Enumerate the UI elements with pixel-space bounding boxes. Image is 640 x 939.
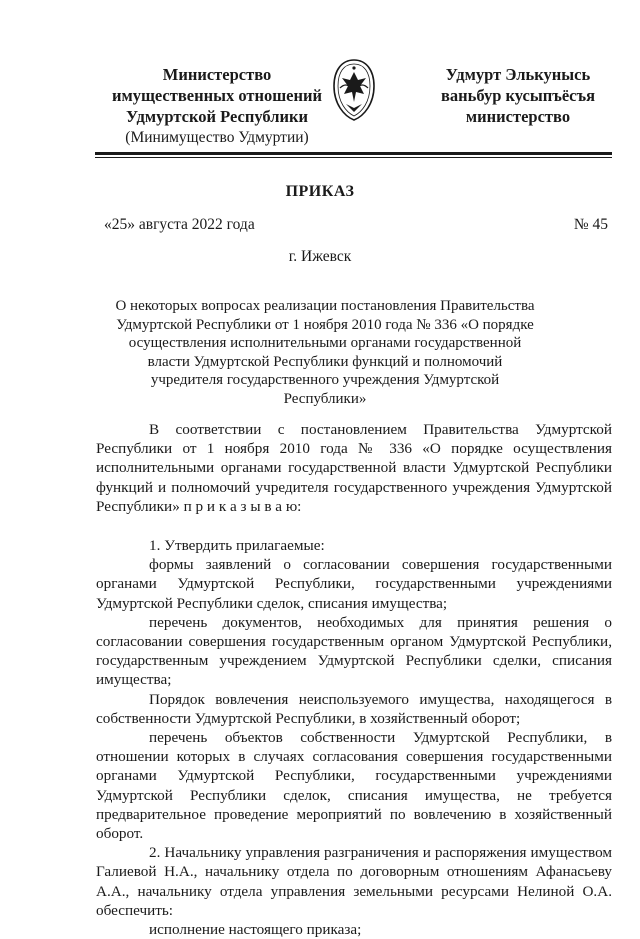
clause-paragraph: Порядок вовлечения неиспользуемого имущества, находящегося в собственности Удмуртской Республики, в хозяйственный оборот; [96, 690, 612, 727]
ministry-name-russian [92, 64, 342, 148]
ministry-line: имущественных отношений [111, 86, 323, 105]
ministry-line: Удмурт Элькунысь [445, 65, 591, 84]
document-title: ПРИКАЗ [285, 183, 355, 200]
ministry-line: ваньбур кусыпъёсъя [440, 86, 596, 105]
clause-paragraph: формы заявлений о согласовании совершения государственными органами Удмуртской Республики, государственными учреждениями Удмуртской Республики сделок, списания имущества; [96, 556, 612, 612]
coat-of-arms-emblem [330, 58, 378, 122]
preamble-paragraph: В соответствии с постановлением Правительства Удмуртской Республики от 1 ноября 2010 года № 336 «О порядке осуществления исполнительными органами государственной власти Удмуртской Республики функций и полномочий учредителя государственного учреждения Удмуртской Республики» п р и к а з ы в а ю: [96, 421, 612, 515]
ministry-name-udmurt [418, 64, 618, 127]
clause-paragraph: 1. Утвердить прилагаемые: [149, 537, 325, 555]
ministry-short-name: (Минимущество Удмуртии) [125, 129, 309, 146]
clause-paragraph: перечень объектов собственности Удмуртской Республики, в отношении которых в случаях согласования совершения государственными органами Удмуртской Республики, государственными учреждениями Удмуртской Республики сделок, списания имущества, не требуется предварительное проведение мероприятий по вовлечению в хозяйственный оборот. [96, 729, 612, 843]
order-date: «25» августа 2022 года [104, 216, 255, 233]
order-city: г. Ижевск [288, 248, 352, 265]
ministry-line: министерство [465, 107, 571, 126]
order-subject: О некоторых вопросах реализации постановления Правительства Удмуртской Республики от 1 ноября 2010 года № 336 «О порядке осуществления исполнительными органами государственной власти Удмуртской Республики функций и полномочий учредителя государственного учреждения Удмуртской Республики» [115, 298, 535, 407]
ministry-line: Удмуртской Республики [126, 107, 308, 126]
order-number: № 45 [573, 216, 608, 233]
clause-paragraph: перечень документов, необходимых для принятия решения о согласовании совершения государственным органом Удмуртской Республики, государственным учреждением Удмуртской Республики сделки, списания имущества; [96, 613, 612, 689]
order-body [96, 420, 612, 939]
header-divider-thick [95, 152, 612, 155]
clause-paragraph: 2. Начальнику управления разграничения и распоряжения имуществом Галиевой Н.А., начальнику отдела по договорным отношениям Афанасьеву А.А., начальнику отдела управления земельными ресурсами Нелиной О.А. обеспечить: [96, 844, 612, 919]
clause-paragraph: исполнение настоящего приказа; [149, 921, 362, 939]
ministry-line: Министерство [162, 65, 272, 84]
header-divider-thin [95, 157, 612, 158]
